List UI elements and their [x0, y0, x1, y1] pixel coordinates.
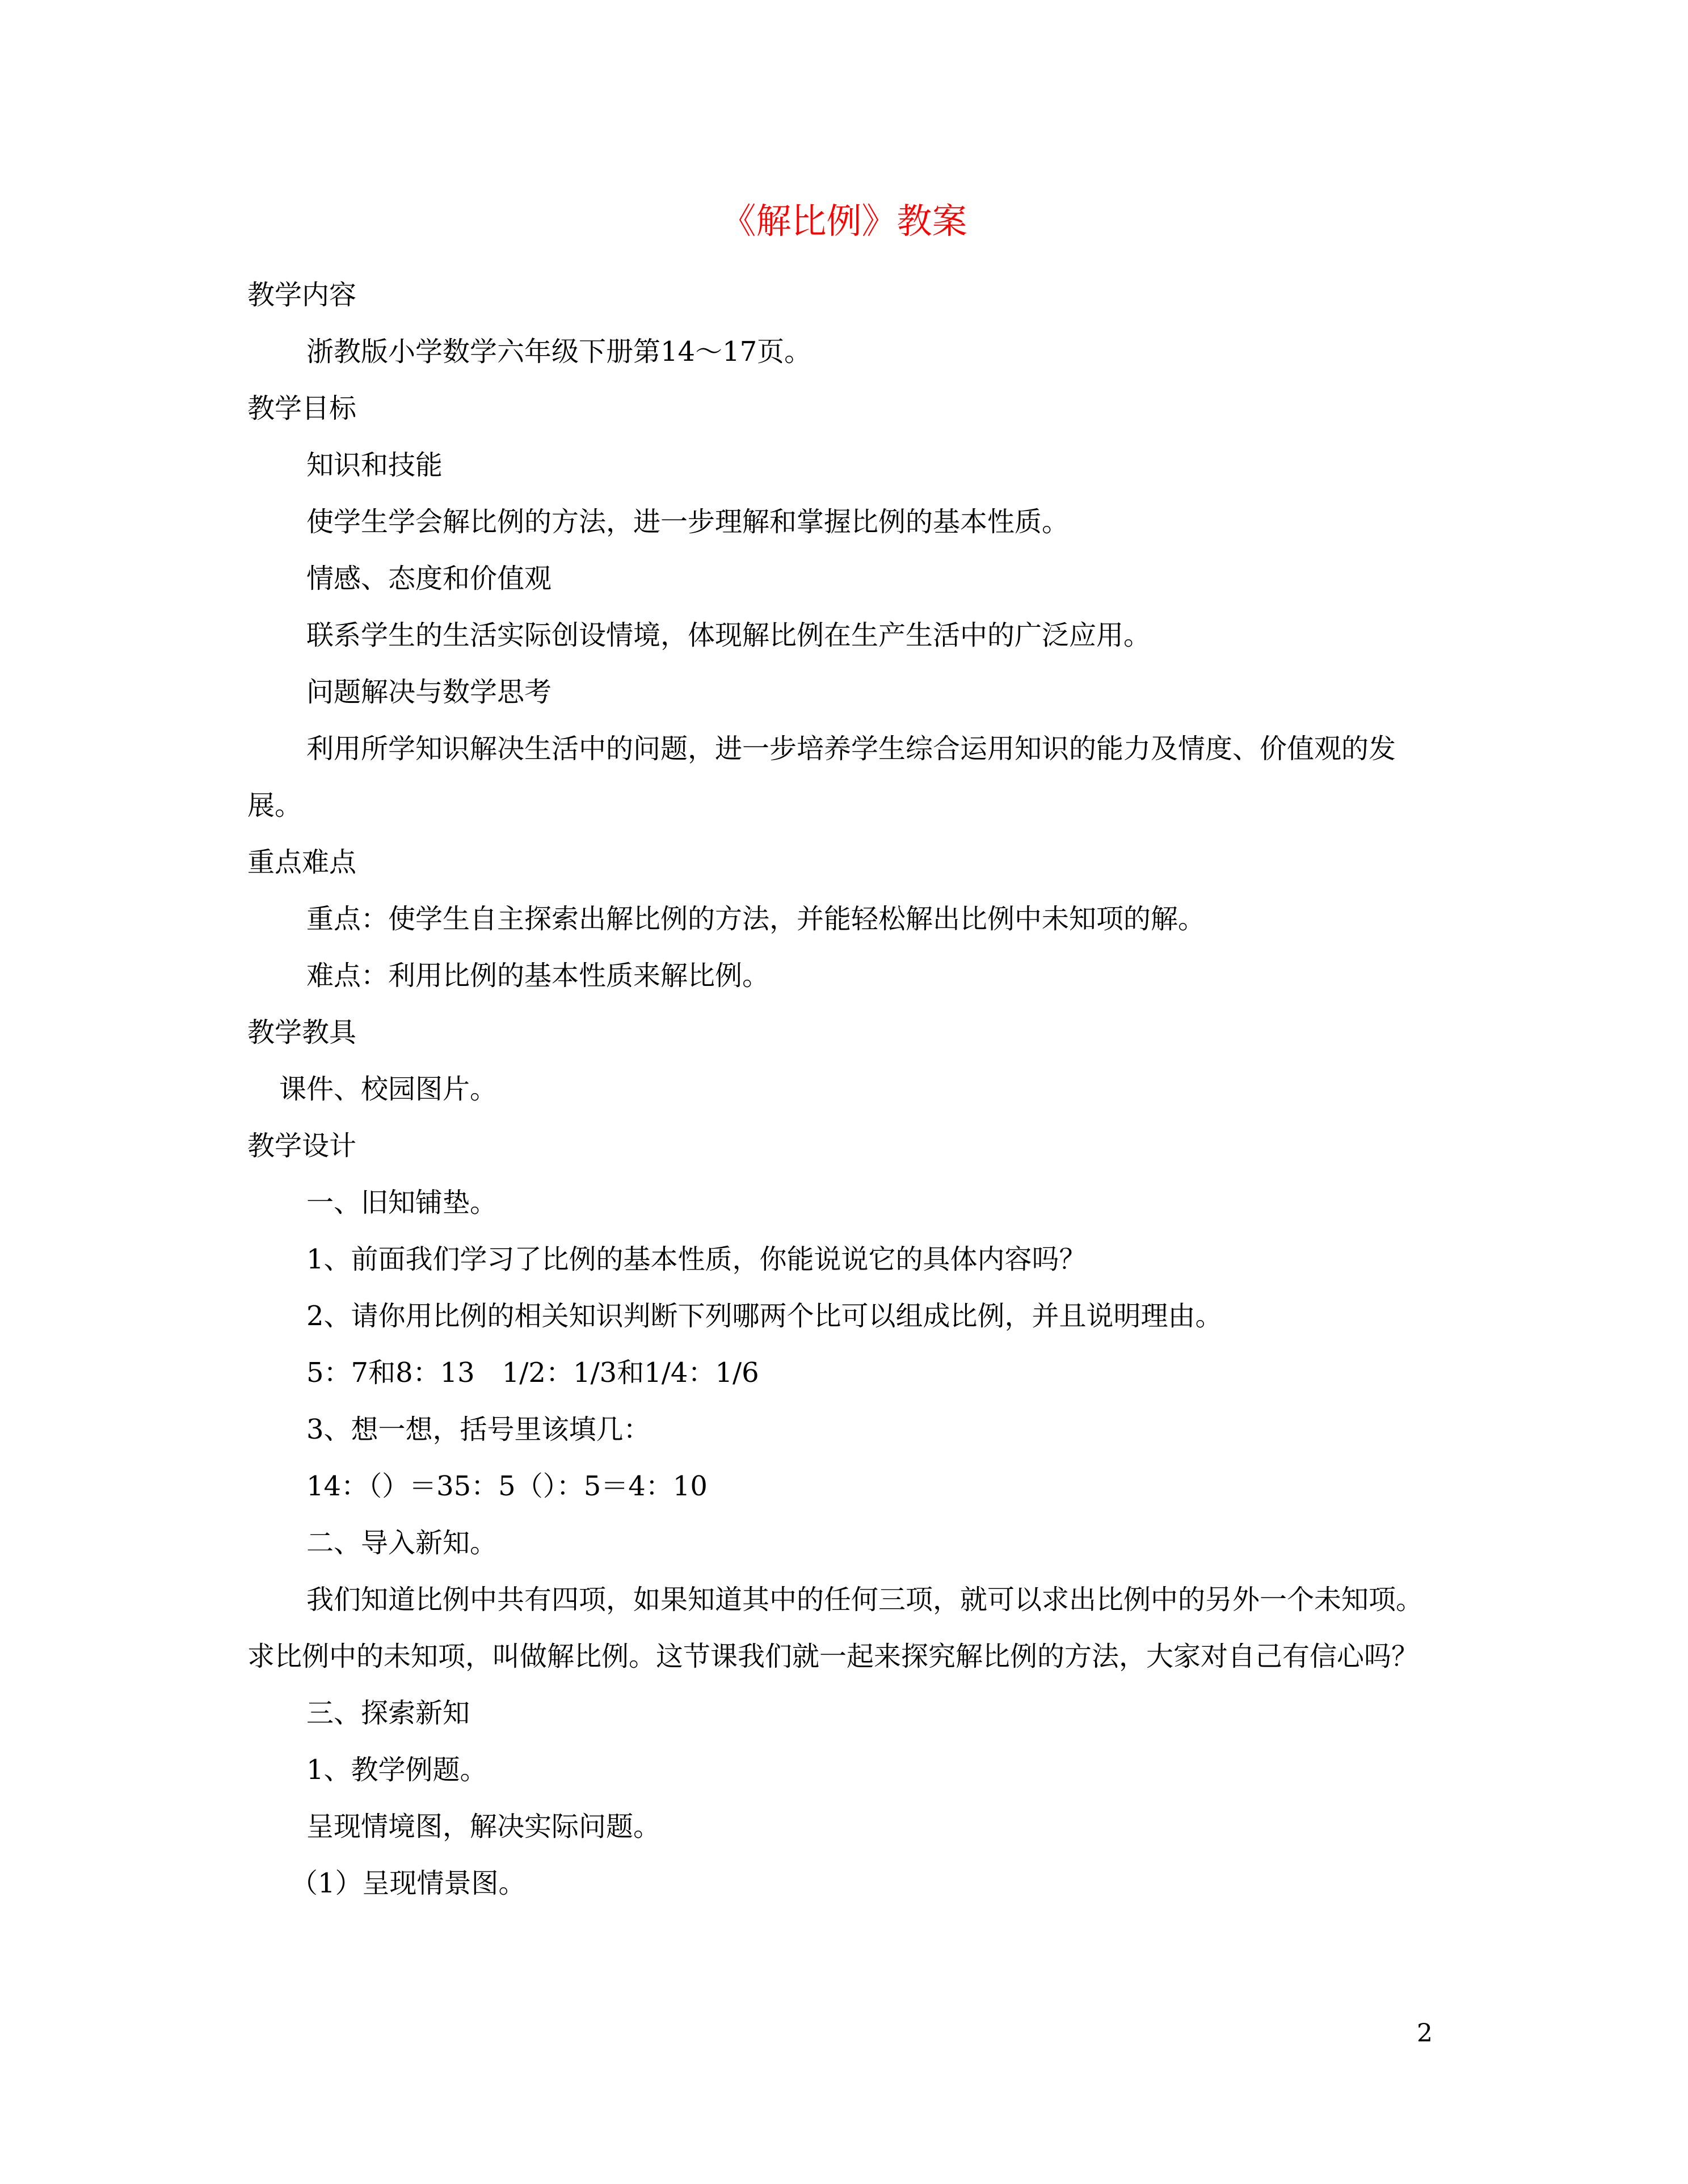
- section-heading-goals: 教学目标: [247, 393, 357, 424]
- paragraph: 利用所学知识解决生活中的问题，进一步培养学生综合运用知识的能力及情度、价值观的发展。: [247, 733, 1396, 821]
- document-body: [247, 267, 1428, 1912]
- paragraph: 14：（）＝35：5（）：5＝4：10: [306, 1470, 708, 1502]
- document-title: 《解比例》教案: [721, 200, 967, 242]
- paragraph: 课件、校园图片。: [279, 1073, 498, 1105]
- paragraph: 使学生学会解比例的方法，进一步理解和掌握比例的基本性质。: [306, 506, 1070, 538]
- paragraph: 1、教学例题。: [306, 1754, 487, 1786]
- section-heading-content: 教学内容: [247, 279, 357, 311]
- subheading: 三、探索新知: [306, 1697, 470, 1729]
- subheading: 情感、态度和价值观: [306, 563, 552, 595]
- paragraph: 浙教版小学数学六年级下册第14～17页。: [306, 336, 812, 368]
- paragraph: 联系学生的生活实际创设情境，体现解比例在生产生活中的广泛应用。: [306, 619, 1151, 651]
- section-heading-design: 教学设计: [247, 1130, 357, 1162]
- section-heading-key-points: 重点难点: [247, 846, 357, 878]
- paragraph: 5：7和8：13 1/2：1/3和1/4：1/6: [306, 1357, 759, 1389]
- page-number: 2: [1417, 2019, 1433, 2048]
- subheading: 一、旧知铺垫。: [306, 1187, 498, 1219]
- subheading: 知识和技能: [306, 449, 443, 481]
- section-heading-tools: 教学教具: [247, 1017, 357, 1048]
- paragraph: 3、想一想，括号里该填几：: [306, 1414, 651, 1445]
- subheading: 问题解决与数学思考: [306, 676, 552, 708]
- paragraph: （1）呈现情景图。: [291, 1867, 526, 1899]
- paragraph: 重点：使学生自主探索出解比例的方法，并能轻松解出比例中未知项的解。: [306, 903, 1206, 935]
- paragraph: 2、请你用比例的相关知识判断下列哪两个比可以组成比例，并且说明理由。: [306, 1300, 1223, 1332]
- subheading: 二、导入新知。: [306, 1527, 498, 1559]
- paragraph: 我们知道比例中共有四项，如果知道其中的任何三项，就可以求出比例中的另外一个未知项。求比例中的未知项，叫做解比例。这节课我们就一起来探究解比例的方法，大家对自己有信心吗？: [247, 1584, 1424, 1672]
- paragraph: 呈现情境图，解决实际问题。: [306, 1811, 661, 1843]
- paragraph: 1、前面我们学习了比例的基本性质，你能说说它的具体内容吗？: [306, 1243, 1087, 1275]
- paragraph: 难点：利用比例的基本性质来解比例。: [306, 960, 770, 992]
